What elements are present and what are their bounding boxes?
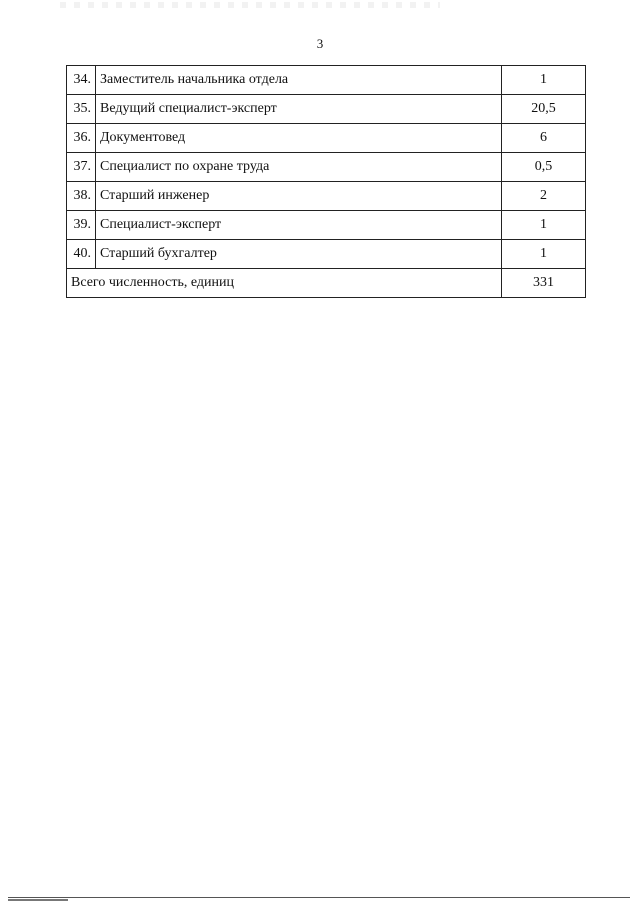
staffing-table: [66, 65, 586, 298]
position-name: Старший инженер: [96, 182, 502, 211]
table-row: [67, 182, 586, 211]
position-count: 2: [502, 182, 586, 211]
position-name: Старший бухгалтер: [96, 240, 502, 269]
row-number: 34.: [67, 66, 96, 95]
table-row: [67, 124, 586, 153]
position-name: Документовед: [96, 124, 502, 153]
table-row: [67, 240, 586, 269]
position-count: 6: [502, 124, 586, 153]
position-count: 20,5: [502, 95, 586, 124]
position-name: Специалист по охране труда: [96, 153, 502, 182]
position-count: 1: [502, 240, 586, 269]
scan-artifact: [8, 899, 68, 901]
position-name: Специалист-эксперт: [96, 211, 502, 240]
total-row: [67, 269, 586, 298]
position-name: Заместитель начальника отдела: [96, 66, 502, 95]
row-number: 38.: [67, 182, 96, 211]
total-value: 331: [502, 269, 586, 298]
position-name: Ведущий специалист-эксперт: [96, 95, 502, 124]
row-number: 40.: [67, 240, 96, 269]
position-count: 1: [502, 66, 586, 95]
row-number: 35.: [67, 95, 96, 124]
position-count: 1: [502, 211, 586, 240]
total-label: Всего численность, единиц: [67, 269, 502, 298]
row-number: 39.: [67, 211, 96, 240]
position-count: 0,5: [502, 153, 586, 182]
scan-bottom-line: [8, 897, 630, 898]
table-row: [67, 211, 586, 240]
table-row: [67, 95, 586, 124]
table-row: [67, 66, 586, 95]
table-row: [67, 153, 586, 182]
scan-artifact: [60, 2, 440, 8]
row-number: 37.: [67, 153, 96, 182]
page-number: 3: [316, 36, 324, 51]
row-number: 36.: [67, 124, 96, 153]
